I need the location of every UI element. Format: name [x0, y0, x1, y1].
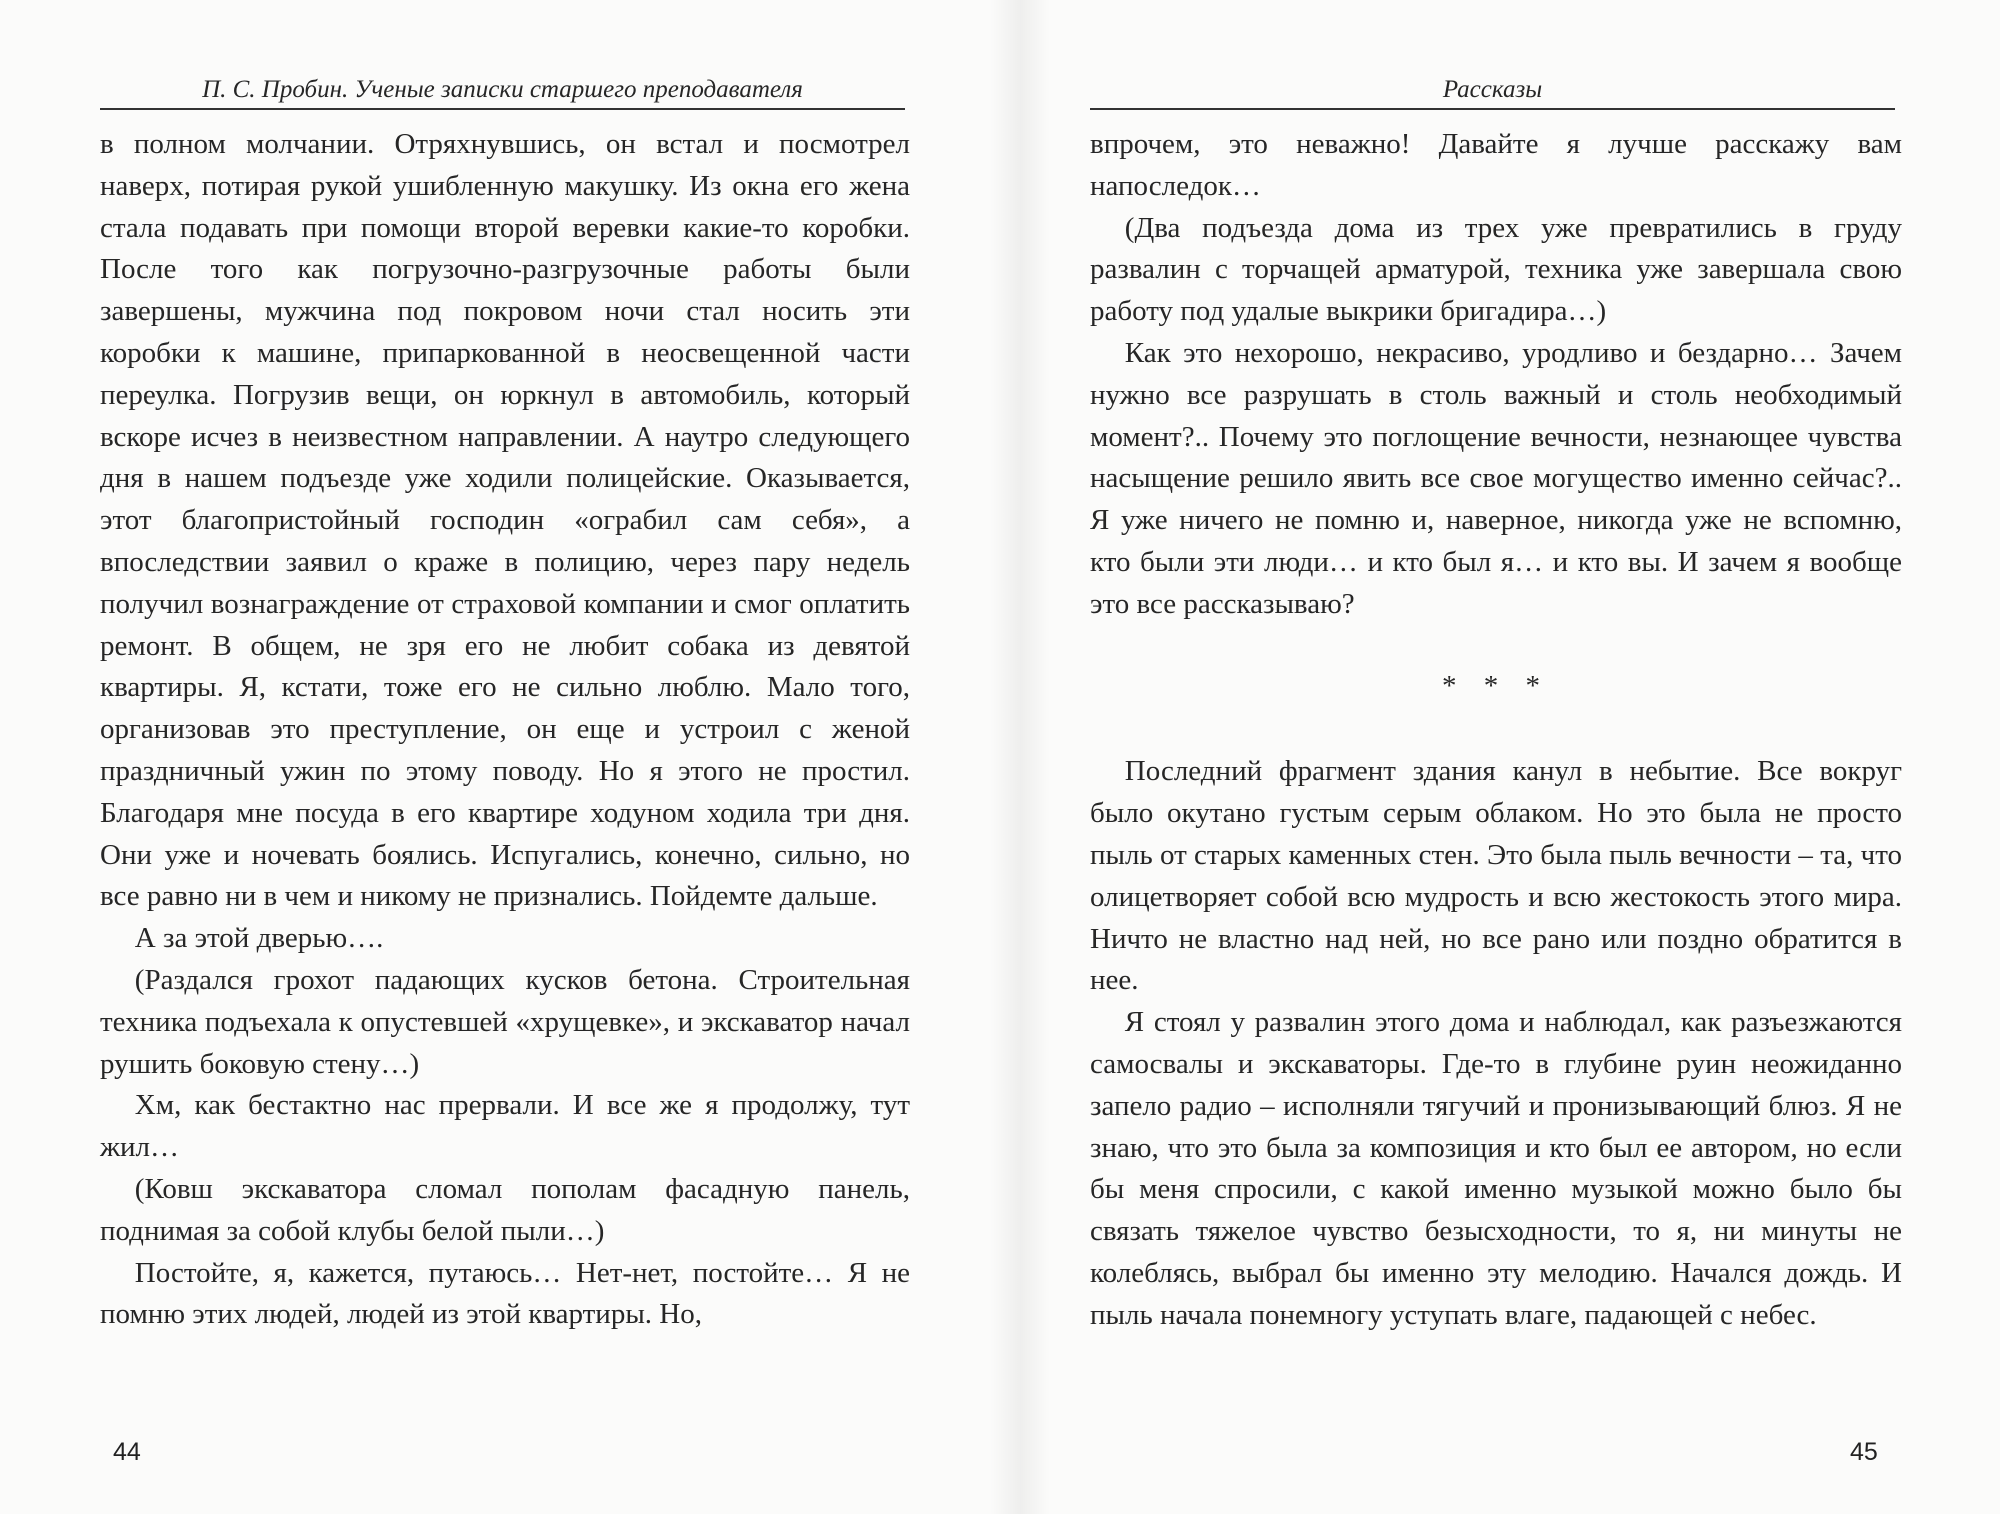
right-page [1000, 0, 2000, 1514]
paragraph: (Ковш экскаватора сломал пополам фасадную панель, поднимая за собой клубы белой пыли…) [100, 1172, 910, 1247]
page-number-left: 44 [113, 1438, 141, 1466]
paragraph: впрочем, это неважно! Давайте я лучше расскажу вам напоследок… [1090, 128, 1902, 202]
paragraph: Я стоял у развалин этого дома и наблюдал, как разъезжаются самосвалы и экскаваторы. Где-то в глубине руин неожиданно запело радио – исполняли тягучий и пронизывающий блюз. Я не знаю, что это была за композиция и кто был ее автором, но если бы меня спросили, с какой именно музыкой можно было бы связать тяжелое чувство безысходности, то я, ни минуты не колеблясь, выбрал бы именно эту мелодию. Начался дождь. И пыль начала понемногу уступать влаге, падающей с небес. [1090, 1006, 1902, 1331]
paragraph: Как это нехорошо, некрасиво, уродливо и бездарно… Зачем нужно все разрушать в столь важный и столь необходимый момент?.. Почему это поглощение вечности, незнающее чувства насыщение решило явить все свое могущество именно сейчас?.. Я уже ничего не помню и, наверное, никогда уже не вспомню, кто были эти люди… и кто был я… и кто вы. И зачем я вообще это все рассказываю? [1090, 336, 1902, 620]
paragraph: (Раздался грохот падающих кусков бетона. Строительная техника подъехала к опустевшей «хрущевке», и экскаватор начал рушить боковую стену…) [100, 963, 910, 1080]
right-running-header: Рассказы [1090, 72, 1895, 110]
left-page-text [100, 124, 910, 1336]
paragraph: Постойте, я, кажется, путаюсь… Нет-нет, постойте… Я не помню этих людей, людей из этой квартиры. Но, [100, 1256, 910, 1331]
paragraph: Последний фрагмент здания канул в небытие. Все вокруг было окутано густым серым облаком. Но это была не просто пыль от старых каменных стен. Это была пыль вечности – та, что олицетворяет собой всю мудрость и всю жестокость этого мира. Ничто не властно над ней, но все рано или поздно обратится в нее. [1090, 755, 1902, 997]
page-number-right: 45 [1850, 1438, 1878, 1466]
paragraph: А за этой дверью…. [134, 922, 384, 955]
paragraph: в полном молчании. Отряхнувшись, он встал и посмотрел наверх, потирая рукой ушибленную макушку. Из окна его жена стала подавать при помощи второй веревки какие-то коробки. После того как погрузочно-разгрузочные работы были завершены, мужчина под покровом ночи стал носить эти коробки к машине, припаркованной в неосвещенной части переулка. Погрузив вещи, он юркнул в автомобиль, который вскоре исчез в неизвестном направлении. А наутро следующего дня в нашем подъезде уже ходили полицейские. Оказывается, этот благопристойный господин «ограбил сам себя», а впоследствии заявил о краже в полицию, через пару недель получил вознаграждение от страховой компании и смог оплатить ремонт. В общем, не зря его не любит собака из девятой квартиры. Я, кстати, тоже его не сильно люблю. Мало того, организовав это преступление, он еще и устроил с женой праздничный ужин по этому поводу. Но я этого не простил. Благодаря мне посуда в его квартире ходуном ходила три дня. Они уже и ночевать боялись. Испугались, конечно, сильно, но все равно ни в чем и никому не признались. Пойдемте дальше. [100, 128, 910, 913]
left-running-header: П. С. Пробин. Ученые записки старшего преподавателя [100, 72, 905, 110]
paragraph: Хм, как бестактно нас прервали. И все же я продолжу, тут жил… [100, 1089, 910, 1164]
right-page-text [1090, 124, 1902, 1337]
section-separator: * * * [1442, 669, 1550, 702]
paragraph: (Два подъезда дома из трех уже превратились в груду развалин с торчащей арматурой, техника уже завершала свою работу под удалые выкрики бригадира…) [1090, 211, 1902, 328]
